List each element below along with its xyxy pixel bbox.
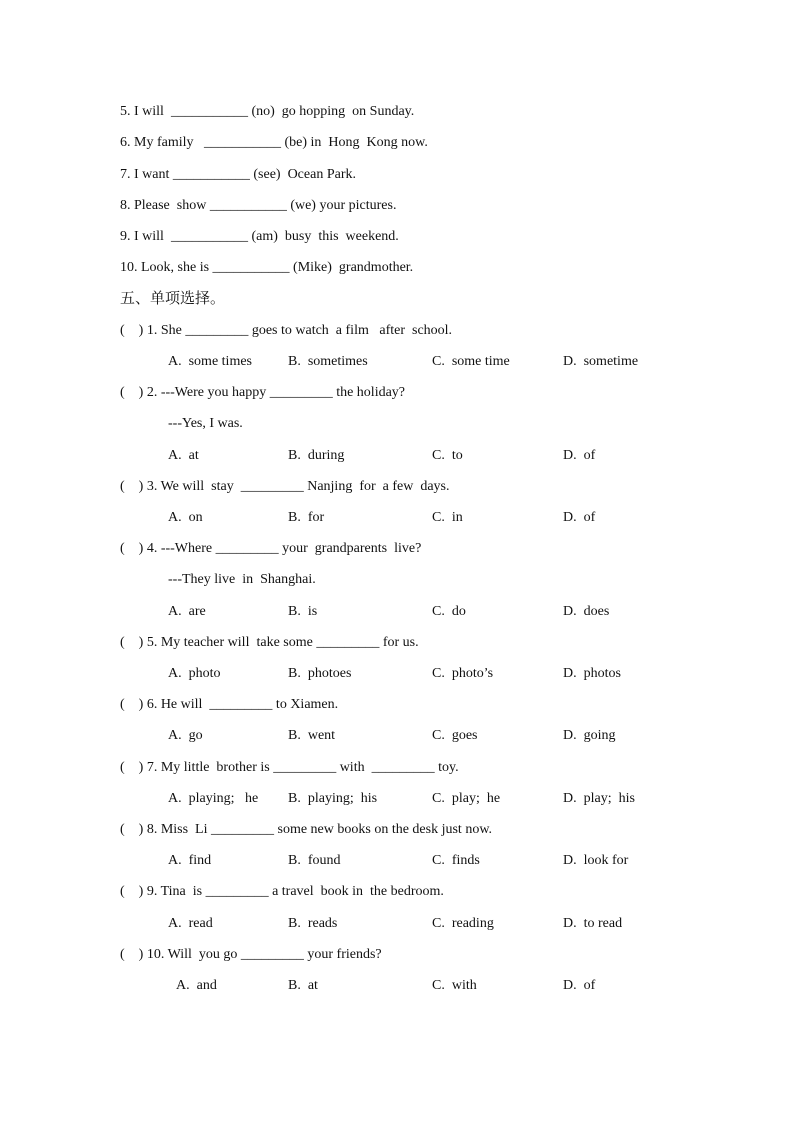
fill-item: 5. I will ___________ (no) go hopping on Sunday. xyxy=(120,104,415,119)
question-reply: ---Yes, I was. xyxy=(168,416,243,431)
answer-option: D. photos xyxy=(563,666,621,681)
fill-item: 10. Look, she is ___________ (Mike) grandmother. xyxy=(120,260,414,275)
answer-option: B. photoes xyxy=(288,666,352,681)
fill-item: 9. I will ___________ (am) busy this weekend. xyxy=(120,229,399,244)
answer-option: C. to xyxy=(432,448,463,463)
question-stem: ( ) 7. My little brother is _________ with _________ toy. xyxy=(120,760,459,775)
answer-option: A. on xyxy=(168,510,203,525)
section-title: 五、单项选择。 xyxy=(120,291,226,307)
answer-option: B. playing; his xyxy=(288,791,378,806)
answer-option: D. play; his xyxy=(563,791,635,806)
answer-option: B. at xyxy=(288,978,318,993)
question-stem: ( ) 2. ---Were you happy _________ the holiday? xyxy=(120,385,406,400)
answer-option: D. of xyxy=(563,978,596,993)
answer-option: D. of xyxy=(563,448,596,463)
answer-option: D. sometime xyxy=(563,354,639,369)
answer-option: A. are xyxy=(168,604,206,619)
answer-option: B. is xyxy=(288,604,318,619)
question-stem: ( ) 5. My teacher will take some _________ for us. xyxy=(120,635,419,650)
answer-option: C. with xyxy=(432,978,477,993)
question-stem: ( ) 8. Miss Li _________ some new books on the desk just now. xyxy=(120,822,493,837)
answer-option: C. do xyxy=(432,604,466,619)
question-stem: ( ) 6. He will _________ to Xiamen. xyxy=(120,697,339,712)
question-stem: ( ) 3. We will stay _________ Nanjing for a few days. xyxy=(120,479,450,494)
answer-option: C. some time xyxy=(432,354,510,369)
answer-option: D. to read xyxy=(563,916,623,931)
fill-item: 7. I want ___________ (see) Ocean Park. xyxy=(120,167,356,182)
answer-option: A. playing; he xyxy=(168,791,259,806)
answer-option: C. reading xyxy=(432,916,494,931)
answer-option: A. read xyxy=(168,916,213,931)
answer-option: C. play; he xyxy=(432,791,501,806)
answer-option: C. goes xyxy=(432,728,478,743)
answer-option: B. for xyxy=(288,510,325,525)
answer-option: A. go xyxy=(168,728,203,743)
answer-option: C. in xyxy=(432,510,463,525)
answer-option: B. went xyxy=(288,728,336,743)
answer-option: A. at xyxy=(168,448,199,463)
answer-option: B. during xyxy=(288,448,345,463)
question-stem: ( ) 4. ---Where _________ your grandparents live? xyxy=(120,541,422,556)
question-stem: ( ) 1. She _________ goes to watch a film after school. xyxy=(120,323,453,338)
answer-option: D. of xyxy=(563,510,596,525)
answer-option: A. photo xyxy=(168,666,221,681)
answer-option: D. does xyxy=(563,604,610,619)
answer-option: A. some times xyxy=(168,354,252,369)
fill-item: 8. Please show ___________ (we) your pictures. xyxy=(120,198,397,213)
answer-option: D. going xyxy=(563,728,616,743)
answer-option: B. sometimes xyxy=(288,354,368,369)
answer-option: B. reads xyxy=(288,916,338,931)
question-stem: ( ) 9. Tina is _________ a travel book in the bedroom. xyxy=(120,884,444,899)
answer-option: A. and xyxy=(176,978,217,993)
answer-option: D. look for xyxy=(563,853,629,868)
answer-option: C. finds xyxy=(432,853,480,868)
fill-item: 6. My family ___________ (be) in Hong Kong now. xyxy=(120,135,428,150)
answer-option: A. find xyxy=(168,853,212,868)
question-stem: ( ) 10. Will you go _________ your friends? xyxy=(120,947,382,962)
question-reply: ---They live in Shanghai. xyxy=(168,572,316,587)
answer-option: B. found xyxy=(288,853,341,868)
answer-option: C. photo’s xyxy=(432,666,494,681)
